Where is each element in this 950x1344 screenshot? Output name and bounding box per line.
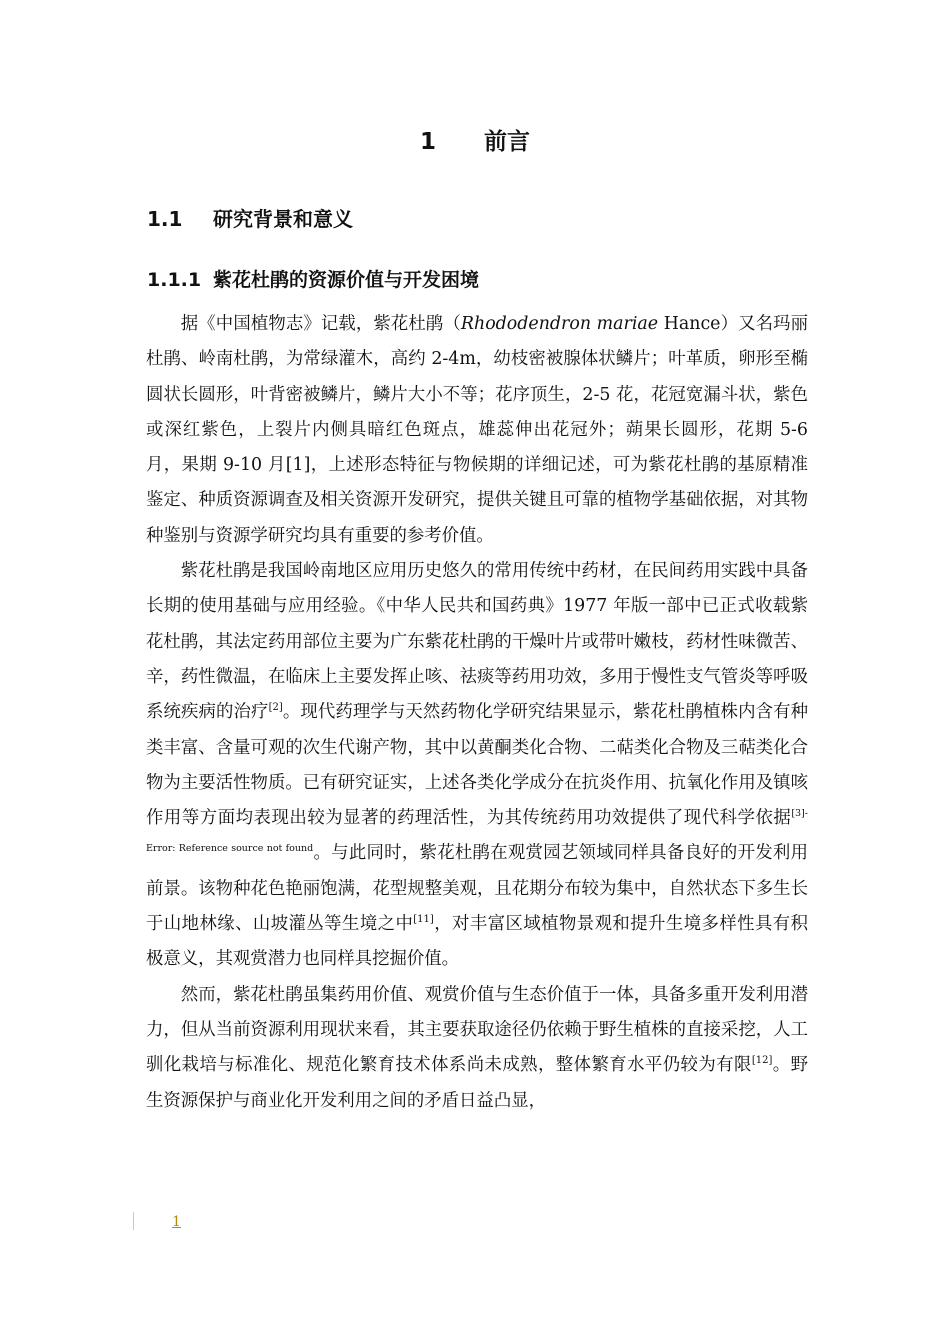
section-heading [147, 203, 353, 235]
chapter-heading [0, 124, 950, 160]
citation[interactable]: [2] [268, 702, 283, 714]
paragraph-1: 据《中国植物志》记载，紫花杜鹃（Rhododendron mariae Hance）又名玛丽杜鹃、岭南杜鹃，为常绿灌木，高约 2-4m，幼枝密被腺体状鳞片；叶革质，卵形至椭圆状长圆形，叶背密被鳞片，鳞片大小不等；花序顶生，2-5 花，花冠宽漏斗状，紫色或深红紫色，上裂片内侧具暗红色斑点，雄蕊伸出花冠外；蒴果长圆形，花期 5-6 月，果期 9-10 月[1]，上述形态特征与物候期的详细记述，可为紫花杜鹃的基原精准鉴定、种质资源调查及相关资源开发研究，提供关键且可靠的植物学基础依据，对其物种鉴别与资源学研究均具有重要的参考价值。 [146, 314, 809, 546]
page-number[interactable]: 1 [172, 1214, 181, 1230]
subsection-title: 紫花杜鹃的资源价值与开发困境 [213, 269, 480, 291]
citation[interactable]: [11] [413, 914, 434, 926]
chapter-title: 前言 [484, 129, 530, 155]
body-text [146, 307, 808, 1119]
citation[interactable]: [12] [751, 1055, 773, 1067]
subsection-number: 1.1.1 [147, 269, 202, 291]
footer-divider [133, 1212, 134, 1230]
paragraph-3: 然而，紫花杜鹃虽集药用价值、观赏价值与生态价值于一体，具备多重开发利用潜力，但从当前资源利用现状来看，其主要获取途径仍依赖于野生植株的直接采挖，人工驯化栽培与标准化、规范化繁育技术体系尚未成熟，整体繁育水平仍较为有限[12]。野生资源保护与商业化开发利用之间的矛盾日益凸显， [146, 984, 808, 1111]
section-title: 研究背景和意义 [213, 207, 353, 231]
paragraph-2: 紫花杜鹃是我国岭南地区应用历史悠久的常用传统中药材，在民间药用实践中具备长期的使用基础与应用经验。《中华人民共和国药典》1977 年版一部中已正式收载紫花杜鹃，其法定药用部位主要为广东紫花杜鹃的干燥叶片或带叶嫩枝，药材性味微苦、辛，药性微温，在临床上主要发挥止咳、祛痰等药用功效，多用于慢性支气管炎等呼吸系统疾病的治疗[2]。现代药理学与天然药物化学研究结果显示，紫花杜鹃植株内含有种类丰富、含量可观的次生代谢产物，其中以黄酮类化合物、二萜类化合物及三萜类化合物为主要活性物质。已有研究证实，上述各类化学成分在抗炎作用、抗氧化作用及镇咳作用等方面均表现出较为显著的药理活性，为其传统药用功效提供了现代科学依据$^{[3]-Error: Reference source not found}$。与此同时，紫花杜鹃在观赏园艺领域同样具备良好的开发利用前景。该物种花色艳丽饱满，花型规整美观，且花期分布较为集中，自然状态下多生长于山地林缘、山坡灌丛等生境之中[11]，对丰富区域植物景观和提升生境多样性具有积极意义，其观赏潜力也同样具挖掘价值。 [146, 561, 808, 970]
section-number: 1.1 [147, 207, 183, 231]
latin-name: Rhododendron mariae [460, 314, 659, 334]
chapter-number: 1 [419, 129, 436, 155]
subsection-heading [147, 265, 479, 295]
citation-error[interactable]: [3]-Error: Reference source not found [146, 808, 808, 855]
